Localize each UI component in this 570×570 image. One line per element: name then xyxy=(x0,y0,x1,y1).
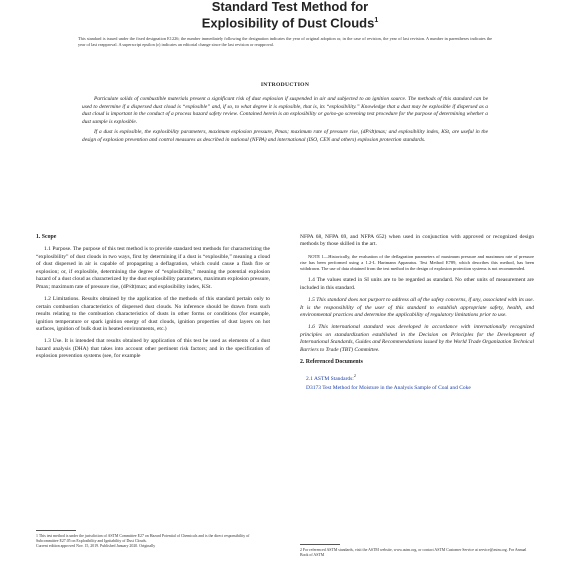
footnote-1-edition: Current edition approved Nov. 15, 2019. Published January 2020. Originally xyxy=(36,544,156,549)
left-column xyxy=(36,234,270,366)
introduction-body xyxy=(82,96,488,148)
section-1-4: 1.4 The values stated in SI units are to be regarded as standard. No other units of measurement are included in this standard. xyxy=(300,277,534,291)
title-line-2-text: Explosibility of Dust Clouds xyxy=(201,15,375,31)
astm-standards-item xyxy=(300,372,534,383)
document-title xyxy=(80,0,500,30)
right-column xyxy=(300,234,534,394)
footnotes-right xyxy=(300,548,534,558)
introduction-heading: INTRODUCTION xyxy=(260,82,310,88)
astm-standards-footnote-mark: 2 xyxy=(353,372,356,378)
section-1-6: 1.6 This international standard was developed in accordance with internationally recognized principles on standardization established in the Decision on Principles for the Development of International Standards, Guides and Recommendations issued by the World Trade Organization Technical Barriers to Trade (TBT) Committee. xyxy=(300,324,534,353)
scope-heading: 1. Scope xyxy=(36,234,57,240)
reference-d3173 xyxy=(300,385,534,392)
footnotes-left xyxy=(36,534,270,550)
designation-notice: This standard is issued under the fixed designation E1226; the number immediately following the designation indicates the year of original adoption or, in the case of revision, the year of last revision. A number in parentheses indicates the year of last reapproval. A superscript epsilon (ε) indicates an editorial change since the last revision or reapproval. xyxy=(78,36,492,47)
footnote-rule-left xyxy=(36,530,76,531)
section-1-3: 1.3 Use. It is intended that results obtained by application of this test be used as elements of a dust hazard analysis (DHA) that takes into account other pertinent risk factors; and in the specification of explosion prevention systems (see, for example xyxy=(36,338,270,360)
title-footnote-mark: 1 xyxy=(374,17,379,24)
introduction-paragraph-2: If a dust is explosible, the explosibility parameters, maximum explosion pressure, Pmax; maximum rate of pressure rise, (dP/dt)max; and explosibility index, KSt, are useful in the design of explosion prevention and control measures as described in national (NFPA) and international (ISO, CEN and others) explosion protection standards. xyxy=(82,129,488,143)
note-1: NOTE 1—Historically, the evaluation of the deflagration parameters of maximum pressure and maximum rate of pressure rise has been performed using a 1.2-L Hartmann Apparatus. Test Method E789, which describes this method, has been withdrawn. The use of data obtained from the test method in the design of explosion protection systems is not recommended. xyxy=(300,253,534,272)
footnote-2: 2 For referenced ASTM standards, visit the ASTM website, www.astm.org, or contact ASTM Customer Service at service@astm.org. For Annual Book of ASTM xyxy=(300,548,527,558)
astm-standards-link[interactable]: 2.1 ASTM Standards: xyxy=(306,375,354,382)
reference-d3173-link[interactable]: D3173 Test Method for Moisture in the Analysis Sample of Coal and Coke xyxy=(306,385,471,391)
section-1-2: 1.2 Limitations. Results obtained by the application of the methods of this standard pertain only to certain combustion characteristics of dispersed dust clouds. No inference should be drawn from such results relating to the combustion characteristics of dusts in other forms or conditions (for example, ignition temperature or spark ignition energy of dust clouds, ignition properties of dust layers on hot surfaces, ignition of bulk dust in heated environments, etc.) xyxy=(36,296,270,332)
footnote-1: 1 This test method is under the jurisdiction of ASTM Committee E27 on Hazard Potential of Chemicals and is the direct responsibility of Subcommittee E27.05 on Explosibility and Ignitability of Dust Clouds. xyxy=(36,534,250,544)
section-1-1: 1.1 Purpose. The purpose of this test method is to provide standard test methods for characterizing the “explosibility” of dust clouds in two ways, first by determining if a dust is “explosible,” meaning a cloud of dust dispersed in air is capable of propagating a deflagration, which could cause a flash fire or explosion; or, if explosible, determining the degree of “explosibility,” meaning the potential explosion hazard of a dust cloud as characterized by the dust explosibility parameters, maximum explosion pressure, Pmax; maximum rate of pressure rise, (dP/dt)max; and explosibility index, KSt. xyxy=(36,246,270,290)
title-line-2 xyxy=(80,14,500,30)
section-1-3-continued: NFPA 68, NFPA 69, and NFPA 652) when used in conjunction with approved or recognized design methods by those skilled in the art. xyxy=(300,234,534,248)
referenced-documents-heading: 2. Referenced Documents xyxy=(300,359,363,366)
introduction-paragraph-1: Particulate solids of combustible materials present a significant risk of dust explosion if suspended in air and subjected to an ignition source. The methods of this standard can be used to determine if a dispersed dust cloud is “explosible” and, if so, to what degree it is explosible, that is, its “explosibility.” Knowledge that a dust may be explosible if dispersed as a dust cloud is important in the conduct of a process hazard safety review. Contained herein is an explosibility or go/no-go screening test procedure for the purpose of determining whether a dust sample is explosible. xyxy=(82,96,488,125)
title-line-1: Standard Test Method for xyxy=(211,0,369,14)
footnote-rule-right xyxy=(300,544,340,545)
section-1-5: 1.5 This standard does not purport to address all of the safety concerns, if any, associated with its use. It is the responsibility of the user of this standard to establish appropriate safety, health, and environmental practices and determine the applicability of regulatory limitations prior to use. xyxy=(300,297,534,318)
